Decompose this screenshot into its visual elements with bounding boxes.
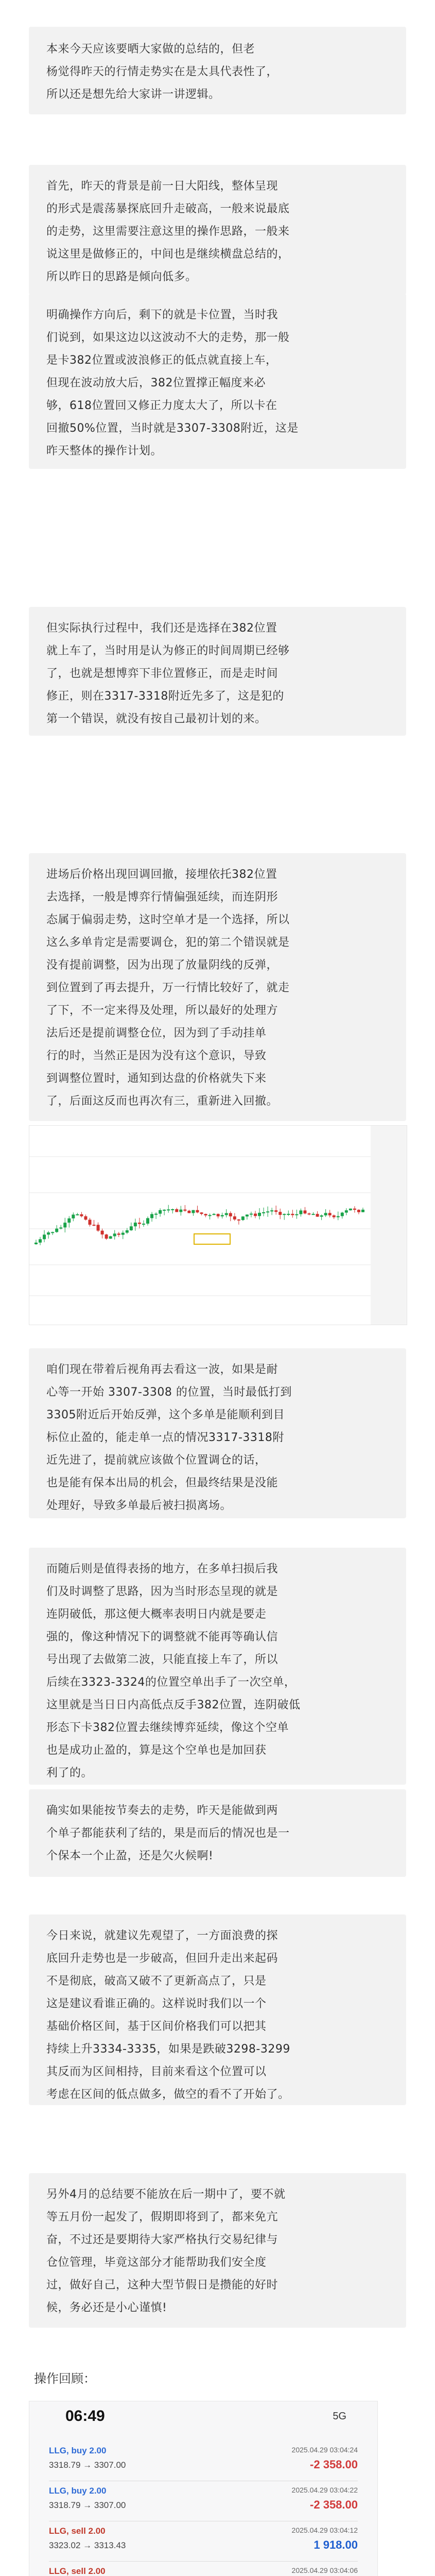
text-line: 昨天整体的操作计划。 — [46, 445, 163, 457]
trade-row[interactable] — [49, 2523, 358, 2562]
candle-body — [237, 1219, 240, 1221]
trade-symbol: LLG, buy 2.00 — [49, 2446, 107, 2455]
text-line: 态属于偏弱走势，这时空单才是一个选择，所以 — [46, 913, 290, 926]
candle-body — [146, 1218, 149, 1224]
candle-body — [175, 1209, 178, 1212]
trade-row[interactable] — [49, 2443, 358, 2481]
candle-body — [316, 1214, 319, 1216]
candle-body — [266, 1211, 269, 1212]
text-line: 的形式是震荡暴探底回升走破高，一般来说最底 — [46, 202, 290, 215]
text-line: 候，务必还是小心谨慎! — [46, 2301, 167, 2314]
paragraph-adjustment — [29, 1548, 406, 1785]
text-line: 杨觉得昨天的行情走势实在是太具代表性了， — [46, 65, 279, 78]
candle-body — [333, 1215, 336, 1217]
trade-symbol: LLG, sell 2.00 — [49, 2526, 106, 2536]
text-line: 号出现了去做第二波，只能直接上车了，所以 — [46, 1653, 279, 1666]
chart-background — [29, 1126, 407, 1325]
candle-body — [303, 1210, 306, 1213]
trade-prices: 3318.79 → 3307.00 — [49, 2500, 126, 2510]
candle-body — [67, 1218, 71, 1223]
trade-timestamp: 2025.04.29 03:04:22 — [291, 2486, 358, 2494]
trade-prices: 3323.02 → 3313.43 — [49, 2540, 126, 2550]
candle-body — [159, 1210, 162, 1214]
candle-body — [183, 1210, 186, 1211]
text-line: 修正，则在3317-3318附近先多了，这是犯的 — [46, 690, 284, 703]
candle-body — [142, 1224, 145, 1225]
text-line: 奋，不过还是要期待大家严格执行交易纪律与 — [46, 2233, 279, 2246]
text-line: 确实如果能按节奏去的走势，昨天是能做到两 — [46, 1804, 279, 1817]
text-line: 没有提前调整，因为出现了放量阴线的反弹， — [46, 959, 279, 972]
candle-body — [192, 1210, 195, 1213]
text-line: 行的时，当然正是因为没有这个意识，导致 — [46, 1049, 267, 1062]
candle-body — [138, 1223, 141, 1224]
text-line: 近先进了，提前就应该做个位置调仓的话， — [46, 1454, 267, 1467]
candle-body — [241, 1216, 245, 1220]
paragraph-today — [29, 1914, 406, 2105]
text-line: 所以还是想先给大家讲一讲逻辑。 — [46, 88, 220, 101]
text-line: 够，618位置回又修正力度太大了，所以卡在 — [46, 399, 277, 412]
text-line: 今日来说，就建议先观望了，一方面浪费的探 — [46, 1929, 279, 1942]
trade-symbol: LLG, sell 2.00 — [49, 2566, 106, 2576]
candle-body — [213, 1214, 216, 1215]
candle-body — [34, 1243, 38, 1244]
candle-body — [109, 1236, 112, 1239]
candle-body — [283, 1214, 286, 1215]
candle-body — [179, 1210, 182, 1212]
text-line: 了，后面这反而也再次有三，重新进入回撤。 — [46, 1095, 279, 1108]
candle-body — [221, 1215, 224, 1216]
text-line: 利了的。 — [46, 1767, 93, 1780]
text-line: 过，做好自己，这种大型节假日是攒能的好时 — [46, 2279, 279, 2292]
candle-body — [171, 1209, 174, 1210]
text-line: 连阴破低，那这便大概率表明日内就是要走 — [46, 1608, 267, 1621]
candle-body — [353, 1209, 356, 1210]
candle-body — [113, 1233, 116, 1236]
paragraph-background — [29, 165, 406, 295]
candle-body — [97, 1225, 100, 1230]
candle-body — [320, 1215, 323, 1217]
candle-body — [312, 1214, 315, 1215]
text-line: 进场后价格出现回调回撤，接埋依托382位置 — [46, 868, 277, 881]
text-line: 的走势，这里需要注意这里的操作思路，一般来 — [46, 225, 290, 238]
text-line: 们及时调整了思路，因为当时形态呈现的就是 — [46, 1585, 279, 1598]
candle-body — [88, 1219, 91, 1225]
paragraph-plan — [29, 294, 406, 469]
text-line: 这么多单肯定是需要调仓，犯的第二个错误就是 — [46, 936, 290, 949]
text-line: 处理好，导致多单最后被扫损离场。 — [46, 1499, 232, 1512]
candle-body — [291, 1214, 294, 1215]
text-line: 了，也就是想博弈下非位置修正，而是走时间 — [46, 667, 279, 680]
candle-body — [196, 1210, 199, 1213]
candle-body — [43, 1234, 46, 1239]
text-line: 后续在3323-3324的位置空单出手了一次空单， — [46, 1676, 296, 1689]
text-line: 是卡382位置或波浪修正的低点就直接上车， — [46, 354, 277, 367]
candle-body — [246, 1214, 249, 1216]
candle-body — [250, 1214, 253, 1215]
paragraph-review — [29, 1789, 406, 1877]
text-line: 但现在波动放大后，382位置撑正幅度来必 — [46, 377, 266, 389]
text-line: 等五月份一起发了，假期即将到了，都来免亢 — [46, 2211, 279, 2224]
candle-body — [121, 1233, 125, 1235]
candle-body — [307, 1213, 310, 1214]
paragraph-execution — [29, 607, 406, 736]
text-line: 形态下卡382位置去继续博弈延续，像这个空单 — [46, 1721, 289, 1734]
status-bar-time: 06:49 — [65, 2408, 105, 2425]
text-line: 个单子都能获利了结的，果是而后的情况也是一 — [46, 1827, 290, 1840]
status-bar-network: 5G — [333, 2411, 346, 2422]
candle-body — [47, 1232, 50, 1234]
price-axis — [371, 1126, 407, 1325]
candle-body — [299, 1210, 302, 1214]
candle-body — [324, 1213, 327, 1215]
text-line: 仓位管理，毕竟这部分才能帮助我们安全度 — [46, 2256, 267, 2269]
candle-body — [80, 1214, 83, 1216]
text-line: 底回升走势也是一步破高，但回升走出来起码 — [46, 1952, 279, 1965]
trade-row[interactable] — [49, 2483, 358, 2521]
trade-row[interactable] — [49, 2563, 358, 2576]
paragraph-holiday — [29, 2173, 406, 2328]
text-line: 心等一开始 3307-3308 的位置，当时最低打到 — [46, 1386, 292, 1399]
candle-body — [72, 1215, 75, 1218]
candle-body — [55, 1229, 58, 1232]
text-line: 这里就是当日日内高低点反手382位置，连阴破低 — [46, 1699, 301, 1711]
candle-body — [163, 1210, 166, 1211]
candle-body — [258, 1213, 261, 1216]
candle-body — [262, 1212, 265, 1213]
candle-body — [295, 1214, 298, 1215]
text-line: 就上车了，当时用是认为修正的时间周期已经够 — [46, 645, 290, 657]
trade-timestamp: 2025.04.29 03:04:12 — [291, 2526, 358, 2534]
text-line: 3305附近后开始反弹，这个多单是能顺利到目 — [46, 1409, 285, 1421]
text-line: 第一个错误，就没有按自己最初计划的来。 — [46, 713, 267, 725]
chart-canvas — [29, 1126, 407, 1325]
candle-body — [361, 1210, 364, 1212]
trade-profit: -2 358.00 — [310, 2458, 358, 2471]
text-line: 这是建议看谁正确的。这样说时我们以一个 — [46, 1997, 267, 2010]
candle-body — [208, 1215, 212, 1216]
candle-body — [130, 1226, 133, 1230]
text-line: 咱们现在带着后视角再去看这一波，如果是耐 — [46, 1363, 279, 1376]
candle-body — [287, 1214, 290, 1215]
paragraph-mistakes — [29, 853, 406, 1121]
candle-body — [93, 1225, 96, 1226]
text-line: 首先，昨天的背景是前一日大阳线，整体呈现 — [46, 180, 279, 193]
text-line: 也是能有保本出局的机会，但最终结果是没能 — [46, 1477, 279, 1489]
paragraph-intro — [29, 27, 406, 114]
candle-body — [187, 1211, 190, 1213]
candle-body — [204, 1214, 207, 1215]
text-line: 其反而为区间相持，目前来看这个位置可以 — [46, 2065, 267, 2078]
text-line: 强的，像这种情况下的调整就不能再等确认信 — [46, 1631, 279, 1643]
candle-body — [341, 1213, 344, 1216]
text-line: 而随后则是值得表扬的地方，在多单扫损后我 — [46, 1563, 279, 1575]
candle-body — [39, 1239, 42, 1243]
candle-body — [134, 1223, 137, 1226]
candle-body — [254, 1214, 257, 1216]
candle-body — [233, 1216, 236, 1219]
text-line: 法后还是提前调整仓位，因为到了手动挂单 — [46, 1027, 267, 1040]
text-line: 考虑在区间的低点做多，做空的看不了开始了。 — [46, 2088, 290, 2101]
candle-body — [200, 1212, 203, 1214]
trade-profit: -2 358.00 — [310, 2498, 358, 2511]
candle-body — [279, 1212, 282, 1215]
text-line: 本来今天应该要晒大家做的总结的，但老 — [46, 43, 255, 56]
text-line: 持续上升3334-3335，如果是跌破3298-3299 — [46, 2043, 290, 2056]
text-line: 所以昨日的思路是倾向低多。 — [46, 270, 197, 283]
candle-body — [345, 1210, 348, 1212]
records-heading: 操作回顾： — [34, 2371, 96, 2386]
trade-timestamp: 2025.04.29 03:04:06 — [291, 2566, 358, 2574]
candlestick-chart — [29, 1125, 407, 1325]
text-line: 不是彻底，破高又破不了更新高点了，只是 — [46, 1975, 267, 1988]
text-line: 标位止盈的，能走单一点的情况3317-3318附 — [46, 1431, 284, 1444]
trade-timestamp: 2025.04.29 03:04:24 — [291, 2446, 358, 2454]
candle-body — [59, 1227, 62, 1228]
candle-body — [150, 1214, 153, 1218]
candle-body — [105, 1234, 108, 1239]
candle-body — [274, 1210, 277, 1212]
candle-body — [270, 1210, 273, 1211]
text-line: 了下，不一定来得及处理，所以最好的处理方 — [46, 1004, 279, 1017]
candle-body — [76, 1214, 79, 1215]
candle-body — [337, 1216, 340, 1217]
text-line: 另外4月的总结要不能放在后一期中了，要不就 — [46, 2188, 286, 2201]
text-line: 但实际执行过程中，我们还是选择在382位置 — [46, 622, 277, 635]
candle-body — [117, 1233, 120, 1234]
text-line: 到位置到了再去提升，万一行情比较好了，就走 — [46, 981, 290, 994]
candle-body — [63, 1223, 66, 1227]
candle-body — [126, 1230, 129, 1233]
trade-profit: 1 918.00 — [314, 2538, 358, 2551]
text-line: 们说到，如果这边以这波动不大的走势，那一般 — [46, 331, 290, 344]
candle-body — [154, 1214, 158, 1215]
text-line: 回撤50%位置，当时就是3307-3308附近，这是 — [46, 422, 299, 435]
text-line: 到调整位置时，通知到达盘的价格就失下来 — [46, 1072, 267, 1085]
candle-body — [51, 1232, 54, 1233]
text-line: 也是成功止盈的，算是这个空单也是加回获 — [46, 1744, 267, 1757]
candle-body — [84, 1216, 87, 1220]
text-line: 个保本一个止盈，还是欠火候啊! — [46, 1850, 214, 1862]
candle-body — [167, 1209, 170, 1210]
paragraph-hindsight — [29, 1348, 406, 1518]
candle-body — [357, 1210, 360, 1212]
text-line: 基础价格区间，基于区间价格我们可以把其 — [46, 2020, 267, 2033]
candle-body — [229, 1213, 232, 1216]
text-line: 明确操作方向后，剩下的就是卡位置，当时我 — [46, 309, 279, 321]
candle-body — [101, 1231, 104, 1234]
trade-history-screenshot — [29, 2401, 378, 2576]
text-line: 说这里是做修正的，中间也是继续横盘总结的， — [46, 248, 290, 261]
candle-body — [225, 1213, 228, 1215]
text-line: 去选择，一般是博弈行情偏强延续，而连阴形 — [46, 891, 279, 904]
candle-body — [349, 1209, 352, 1210]
trade-prices: 3318.79 → 3307.00 — [49, 2460, 126, 2470]
candle-body — [328, 1213, 332, 1215]
trade-symbol: LLG, buy 2.00 — [49, 2486, 107, 2496]
candle-body — [217, 1214, 220, 1216]
